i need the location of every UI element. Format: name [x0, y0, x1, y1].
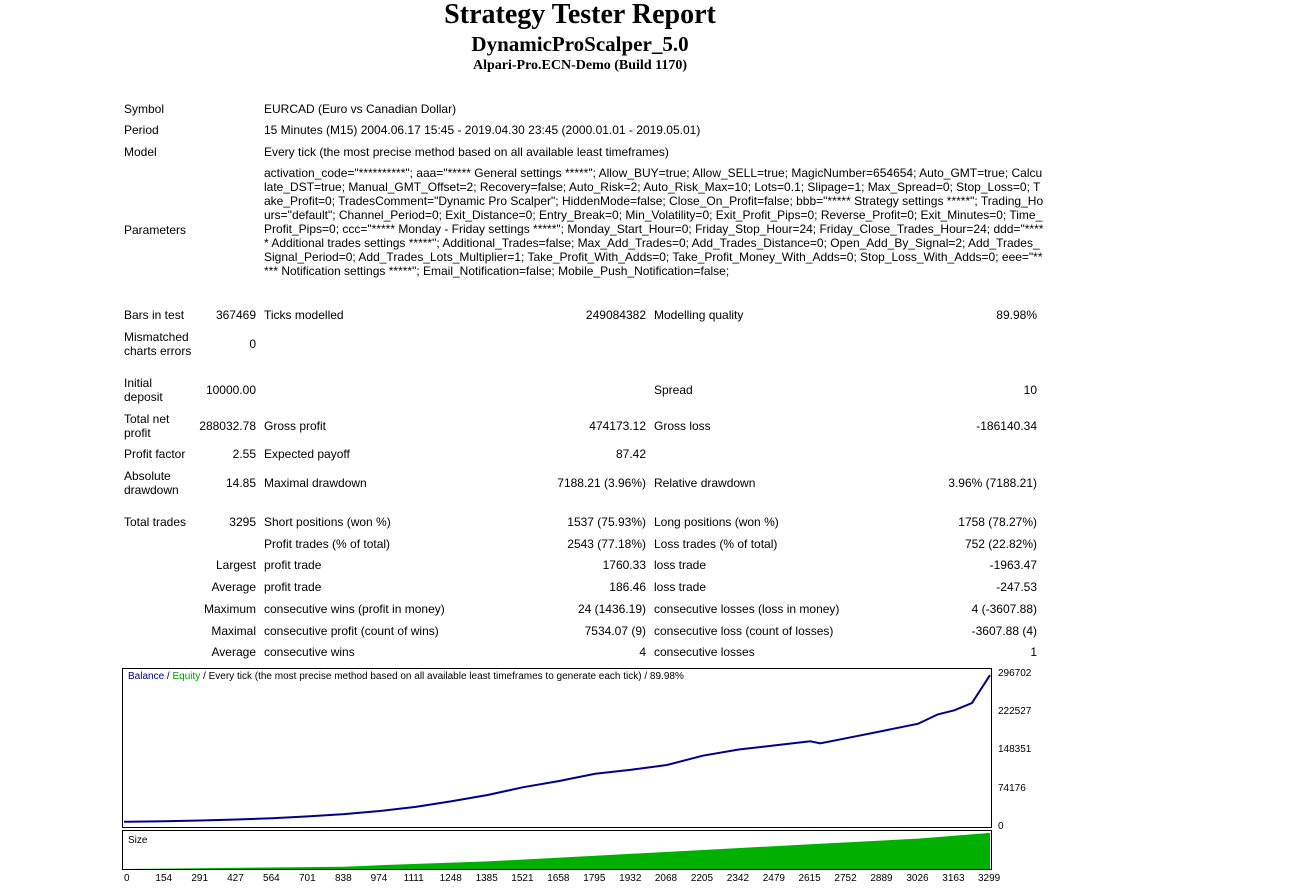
- x-tick-label: 3163: [942, 873, 965, 884]
- spread-value: 10: [1023, 383, 1037, 397]
- maxloss-value: -3607.88 (4): [971, 624, 1037, 638]
- x-tick-label: 1521: [511, 873, 534, 884]
- grossprofit-value: 474173.12: [589, 419, 646, 433]
- model-label: Model: [124, 145, 157, 159]
- grossloss-value: -186140.34: [976, 419, 1037, 433]
- expectedpayoff-label: Expected payoff: [264, 447, 350, 461]
- grossprofit-label: Gross profit: [264, 419, 327, 433]
- average-profit-value: 186.46: [609, 580, 646, 594]
- x-tick-label: 2205: [690, 873, 714, 884]
- ticks-label: Ticks modelled: [264, 308, 344, 322]
- x-tick-label: 1795: [583, 873, 606, 884]
- profitfactor-label: Profit factor: [124, 447, 186, 461]
- avglosses-label: consecutive losses: [654, 645, 755, 659]
- bars-label: Bars in test: [124, 308, 185, 322]
- average-loss-label: loss trade: [654, 580, 707, 594]
- long-value: 1758 (78.27%): [958, 515, 1037, 529]
- maxdd-value: 7188.21 (3.96%): [557, 476, 646, 490]
- x-tick-label: 1248: [439, 873, 462, 884]
- absdd-value: 14.85: [225, 476, 256, 490]
- avgwins-label: consecutive wins: [264, 645, 355, 659]
- netprofit-value: 288032.78: [199, 419, 256, 433]
- x-tick-label: 2342: [726, 873, 750, 884]
- deposit-value: 10000.00: [205, 383, 256, 397]
- x-tick-label: 2068: [654, 873, 678, 884]
- chart-legend: [128, 671, 684, 683]
- largest-profit-label: profit trade: [264, 558, 322, 572]
- maxdd-label: Maximal drawdown: [264, 476, 367, 490]
- absdd-label-2: drawdown: [124, 483, 179, 497]
- x-tick-label: 3026: [906, 873, 929, 884]
- long-label: Long positions (won %): [654, 515, 779, 529]
- x-tick-label: 1385: [475, 873, 498, 884]
- maxlosses-label: consecutive losses (loss in money): [654, 602, 840, 616]
- deposit-label-2: deposit: [124, 390, 163, 404]
- avglosses-value: 1: [1030, 645, 1037, 659]
- mismatch-value: 0: [249, 337, 256, 351]
- x-tick-label: 1658: [547, 873, 570, 884]
- x-tick-label: 1111: [403, 873, 424, 884]
- report-title: Strategy Tester Report: [444, 0, 716, 30]
- bars-value: 367469: [215, 308, 256, 322]
- model-value: Every tick (the most precise method based on all available least timeframes): [264, 145, 669, 159]
- y-tick-label: 0: [998, 821, 1004, 832]
- legend-balance: Balance: [128, 671, 165, 682]
- x-tick-label: 838: [334, 873, 352, 884]
- totaltrades-value: 3295: [229, 515, 256, 529]
- netprofit-label-1: Total net: [124, 412, 170, 426]
- losstrades-label: Loss trades (% of total): [654, 537, 778, 551]
- expectedpayoff-value: 87.42: [615, 447, 646, 461]
- y-tick-label: 148351: [998, 744, 1032, 756]
- ticks-value: 249084382: [585, 308, 646, 322]
- x-tick-label: 3299: [978, 873, 1001, 884]
- expert-name: DynamicProScalper_5.0: [471, 32, 689, 56]
- x-tick-label: 427: [227, 873, 244, 884]
- size-label: Size: [128, 835, 148, 846]
- largest-loss-value: -1963.47: [989, 558, 1037, 572]
- quality-value: 89.98%: [996, 308, 1037, 322]
- largest-profit-value: 1760.33: [602, 558, 646, 572]
- short-label: Short positions (won %): [264, 515, 391, 529]
- spread-label: Spread: [654, 383, 693, 397]
- losstrades-value: 752 (22.82%): [964, 537, 1037, 551]
- reldd-label: Relative drawdown: [654, 476, 756, 490]
- deposit-label-1: Initial: [124, 376, 153, 390]
- profitfactor-value: 2.55: [232, 447, 256, 461]
- largest-label: Largest: [215, 558, 256, 572]
- x-tick-label: 1932: [619, 873, 642, 884]
- server-build: Alpari-Pro.ECN-Demo (Build 1170): [472, 58, 687, 73]
- x-tick-label: 0: [124, 873, 130, 884]
- maxlosses-value: 4 (-3607.88): [971, 602, 1037, 616]
- x-tick-label: 2615: [798, 873, 821, 884]
- x-tick-label: 701: [299, 873, 316, 884]
- symbol-value: EURCAD (Euro vs Canadian Dollar): [264, 102, 457, 116]
- netprofit-label-2: profit: [124, 426, 151, 440]
- parameters-label: Parameters: [124, 223, 187, 237]
- period-value: 15 Minutes (M15) 2004.06.17 15:45 - 2019.04.30 23:45 (2000.01.01 - 2019.05.01): [264, 123, 701, 137]
- parameters-value: activation_code="**********"; aaa="***** General settings *****"; Allow_BUY=true; Allow_SELL=true; MagicNumber=654654; Auto_GMT=true; Calculate_DST=true; Manual_GMT_Offset=2; Recovery=false; Auto_Risk=2; Auto_Risk_Max=10; Lots=0.1; Slipage=1; Max_Spread=0; Stop_Loss=0; Take_Profit=0; TradesComment="Dynamic Pro Scalper"; HiddenMode=false; Close_On_Profit=false; bbb="***** Strategy settings *****"; Trading_Hours="default"; Channel_Period=0; Exit_Distance=0; Entry_Break=0; Min_Volatility=0; Exit_Profit_Pips=0; Reverse_Profit=0; Exit_Minutes=0; Time_Profit_Pips=0; ccc="***** Monday - Friday settings *****"; Monday_Start_Hour=0; Friday_Stop_Hour=24; Friday_Close_Trades_Hour=24; ddd="***** Additional trades settings *****"; Additional_Trades=false; Max_Add_Trades=0; Add_Trades_Distance=0; Open_Add_By_Signal=2; Add_Trades_Signal_Period=0; Add_Trades_Lots_Multiplier=1; Take_Profit_With_Adds=0; Take_Profit_Money_With_Adds=0; Stop_Loss_With_Adds=0; eee="***** Notification settings *****"; Email_Notification=false; Mobile_Push_Notification=false;: [264, 166, 1044, 278]
- maximum-label: Maximum: [203, 602, 256, 616]
- x-tick-label: 2889: [870, 873, 893, 884]
- legend-equity: Equity: [172, 671, 201, 682]
- y-tick-label: 74176: [998, 782, 1026, 794]
- symbol-label: Symbol: [124, 102, 165, 116]
- x-tick-label: 2752: [834, 873, 857, 884]
- maxprofit-label: consecutive profit (count of wins): [264, 624, 439, 638]
- legend-separator: /: [164, 671, 173, 682]
- profittrades-value: 2543 (77.18%): [567, 537, 646, 551]
- size-series-area: [124, 833, 990, 869]
- average-loss-value: -247.53: [996, 580, 1037, 594]
- totaltrades-label: Total trades: [124, 515, 187, 529]
- average-label: Average: [211, 580, 256, 594]
- largest-loss-label: loss trade: [654, 558, 707, 572]
- maxloss-label: consecutive loss (count of losses): [654, 624, 834, 638]
- maxprofit-value: 7534.07 (9): [584, 624, 646, 638]
- x-tick-label: 154: [155, 873, 173, 884]
- legend-description: / Every tick (the most precise method based on all available least timeframes to generate each tick) / 89.98%: [200, 671, 684, 682]
- mismatch-label-1: Mismatched: [124, 330, 189, 344]
- period-label: Period: [124, 123, 159, 137]
- x-tick-label: 2479: [762, 873, 785, 884]
- x-tick-label: 564: [263, 873, 280, 884]
- y-tick-label: 222527: [998, 706, 1032, 718]
- balance-series-line: [124, 675, 990, 822]
- avgcons-label: Average: [211, 645, 256, 659]
- average-profit-label: profit trade: [264, 580, 322, 594]
- maxwins-label: consecutive wins (profit in money): [264, 602, 445, 616]
- quality-label: Modelling quality: [654, 308, 744, 322]
- maxwins-value: 24 (1436.19): [577, 602, 646, 616]
- reldd-value: 3.96% (7188.21): [948, 476, 1037, 490]
- grossloss-label: Gross loss: [654, 419, 711, 433]
- x-tick-label: 974: [370, 873, 388, 884]
- maximal-label: Maximal: [211, 624, 256, 638]
- mismatch-label-2: charts errors: [124, 344, 192, 358]
- x-tick-label: 291: [191, 873, 209, 884]
- short-value: 1537 (75.93%): [567, 515, 646, 529]
- profittrades-label: Profit trades (% of total): [264, 537, 391, 551]
- absdd-label-1: Absolute: [124, 469, 171, 483]
- y-tick-label: 296702: [998, 667, 1032, 679]
- avgwins-value: 4: [639, 645, 646, 659]
